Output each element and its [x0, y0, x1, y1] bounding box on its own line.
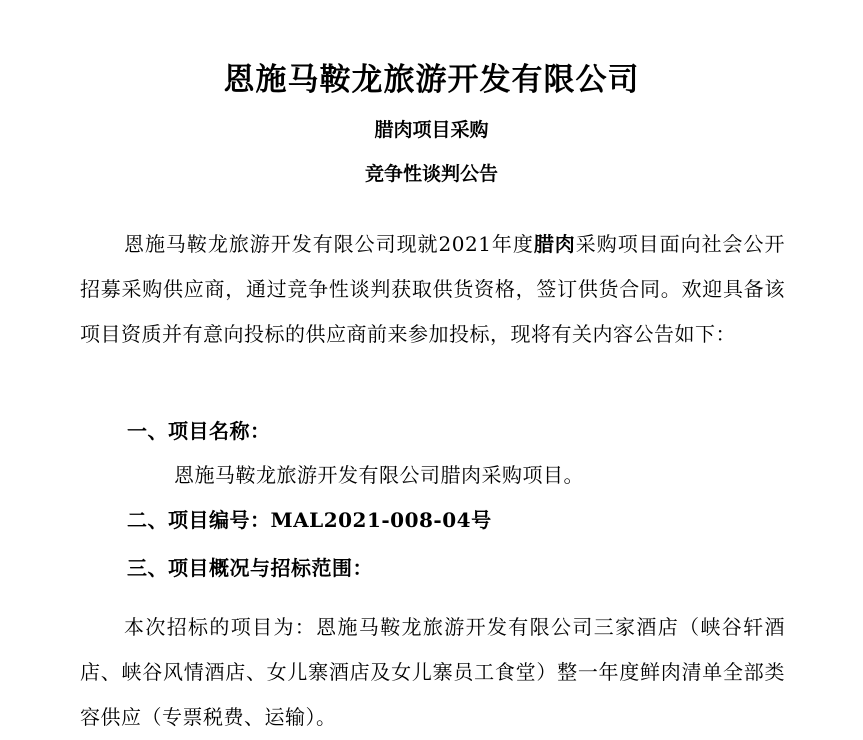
section-3-content: 本次招标的项目为：恩施马鞍龙旅游开发有限公司三家酒店（峡谷轩酒店、峡谷风情酒店、女儿寨酒店及女儿寨员工食堂）整一年度鲜肉清单全部类容供应（专票税费、运输）。 — [80, 615, 785, 729]
intro-highlight: 腊肉 — [533, 232, 576, 256]
intro-text-end: 采购项目面向社会公开招募采购供应商，通过竞争性谈判获取供货资格，签订供货合同。欢迎具备该项目资质并有意向投标的供应商前来参加投标，现将有关内容公告如下： — [80, 232, 785, 346]
section-3-heading: 三、项目概况与招标范围： — [127, 556, 373, 580]
section-2-heading: 二、项目编号：MAL2021-008-04号 — [127, 508, 492, 532]
section-1-content: 恩施马鞍龙旅游开发有限公司腊肉采购项目。 — [174, 463, 584, 487]
section-1-heading: 一、项目名称： — [127, 419, 271, 443]
project-subtitle: 腊肉项目采购 — [374, 119, 489, 141]
company-title: 恩施马鞍龙旅游开发有限公司 — [223, 62, 640, 98]
announcement-subtitle: 竞争性谈判公告 — [364, 163, 498, 185]
intro-text-start: 恩施马鞍龙旅游开发有限公司现就2021年度 — [124, 232, 534, 256]
intro-paragraph — [80, 222, 785, 357]
